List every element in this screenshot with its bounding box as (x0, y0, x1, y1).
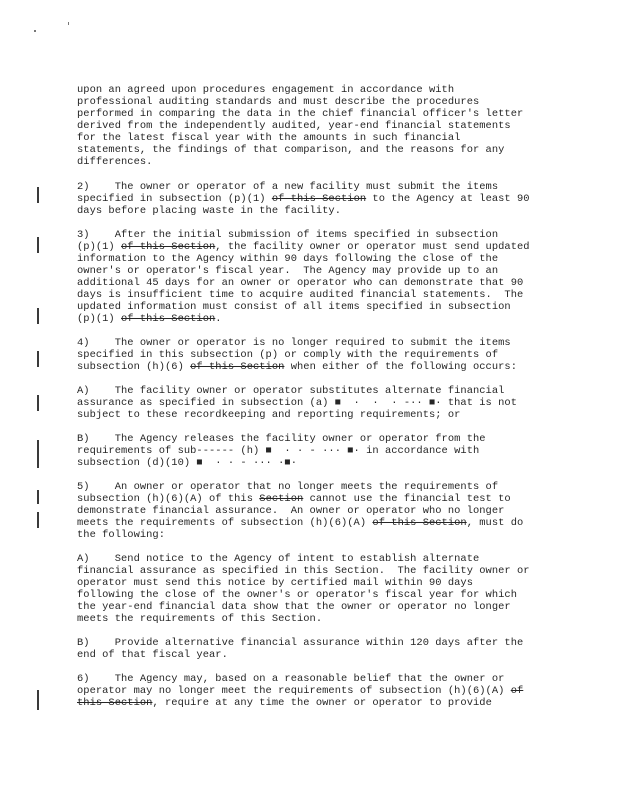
line-text: 5) An owner or operator that no longer meets the requirements of (77, 481, 499, 493)
line-text: for the latest fiscal year with the amounts in such financial (77, 132, 461, 144)
line-text: performed in comparing the data in the chief financial officer's letter (77, 108, 524, 120)
revision-bar (37, 440, 39, 468)
document-line (77, 361, 517, 373)
document-line (77, 337, 511, 349)
line-text: , the facility owner or operator must send updated (215, 241, 530, 253)
document-line (77, 193, 530, 205)
document-line (77, 577, 473, 589)
line-text: additional 45 days for an owner or operator who can demonstrate that 90 (77, 277, 524, 289)
line-text: meets the requirements of subsection (h)(6)(A) (77, 517, 373, 529)
struck-text: of this Section (190, 361, 285, 373)
document-line (77, 637, 523, 649)
document-line (77, 505, 504, 517)
revision-bar (37, 237, 39, 253)
line-text: (p)(1) (77, 313, 121, 325)
line-text: the year-end financial data show that the owner or operator no longer (77, 601, 511, 613)
line-text: updated information must consist of all items specified in subsection (77, 301, 511, 313)
line-text: A) The facility owner or operator substitutes alternate financial (77, 385, 505, 397)
document-line (77, 349, 498, 361)
line-text: statements, the findings of that comparison, and the reasons for any (77, 144, 505, 156)
line-text: subsection (h)(6) (77, 361, 191, 373)
document-line (77, 517, 523, 529)
line-text: subsection (h)(6)(A) of this (77, 493, 260, 505)
line-text: professional auditing standards and must describe the procedures (77, 96, 480, 108)
document-line (77, 685, 523, 697)
line-text: operator must send this notice by certified mail within 90 days (77, 577, 473, 589)
document-line (77, 108, 523, 120)
line-text: days is insufficient time to acquire audited financial statements. The (77, 289, 524, 301)
revision-bar (37, 187, 39, 203)
line-text: days before placing waste in the facility. (77, 205, 341, 217)
line-text: , require at any time the owner or operator to provide (152, 697, 492, 709)
document-line (77, 144, 504, 156)
document-line (77, 132, 460, 144)
struck-text: of this Section (121, 313, 216, 325)
line-text: information to the Agency within 90 days following the close of the (77, 253, 499, 265)
document-line (77, 697, 492, 709)
document-line (77, 589, 517, 601)
line-text: to the Agency at least 90 (366, 193, 530, 205)
document-line (77, 613, 322, 625)
struck-text: of this Section (372, 517, 467, 529)
document-line (77, 649, 228, 661)
line-text: end of that fiscal year. (77, 649, 228, 661)
struck-text: of this Section (121, 241, 216, 253)
document-line (77, 673, 504, 685)
revision-bar (37, 308, 39, 324)
revision-bar (37, 490, 39, 504)
line-text: meets the requirements of this Section. (77, 613, 323, 625)
line-text: demonstrate financial assurance. An owner or operator who no longer (77, 505, 505, 517)
line-text: assurance as specified in subsection (a) ■ · · · -·· ■· that is not (77, 397, 517, 409)
line-text: subject to these recordkeeping and reporting requirements; or (77, 409, 461, 421)
document-line (77, 529, 165, 541)
line-text: when either of the following occurs: (284, 361, 517, 373)
document-line (77, 409, 460, 421)
line-text: . (215, 313, 222, 325)
document-line (77, 301, 511, 313)
line-text: 4) The owner or operator is no longer required to submit the items (77, 337, 511, 349)
line-text: 3) After the initial submission of items specified in subsection (77, 229, 499, 241)
document-line (77, 601, 511, 613)
struck-text: of (510, 685, 524, 697)
struck-text: Section (259, 493, 304, 505)
document-line (77, 241, 530, 253)
line-text: owner's or operator's fiscal year. The Agency may provide up to an (77, 265, 499, 277)
line-text: derived from the independently audited, year-end financial statements (77, 120, 511, 132)
document-line (77, 565, 530, 577)
line-text: 2) The owner or operator of a new facility must submit the items (77, 181, 499, 193)
line-text: financial assurance as specified in this Section. The facility owner or (77, 565, 530, 577)
revision-bar (37, 690, 39, 710)
line-text: cannot use the financial test to (303, 493, 511, 505)
document-line (77, 253, 498, 265)
document-line (77, 553, 479, 565)
scan-speck (68, 22, 69, 25)
line-text: operator may no longer meet the requirements of subsection (h)(6)(A) (77, 685, 511, 697)
document-line (77, 385, 504, 397)
line-text: requirements of sub------ (h) ■ · · - ··· ■· in accordance with (77, 445, 480, 457)
line-text: 6) The Agency may, based on a reasonable belief that the owner or (77, 673, 505, 685)
struck-text: of this Section (271, 193, 367, 205)
document-line (77, 313, 222, 325)
document-line (77, 457, 297, 469)
document-line (77, 445, 479, 457)
document-line (77, 120, 511, 132)
revision-bar (37, 395, 39, 411)
document-line (77, 397, 517, 409)
scan-speck (34, 30, 36, 32)
document-line (77, 156, 152, 168)
line-text: B) The Agency releases the facility owner or operator from the (77, 433, 486, 445)
line-text: , must do (466, 517, 524, 529)
document-line (77, 181, 498, 193)
document-line (77, 493, 511, 505)
line-text: (p)(1) (77, 241, 121, 253)
document-line (77, 433, 486, 445)
line-text: subsection (d)(10) ■ · · - ··· ·■· (77, 457, 297, 469)
line-text: specified in this subsection (p) or comply with the requirements of (77, 349, 499, 361)
line-text: A) Send notice to the Agency of intent to establish alternate (77, 553, 480, 565)
document-line (77, 84, 454, 96)
document-line (77, 229, 498, 241)
document-line (77, 277, 523, 289)
line-text: upon an agreed upon procedures engagement in accordance with (77, 84, 455, 96)
document-line (77, 289, 523, 301)
line-text: specified in subsection (p)(1) (77, 193, 272, 205)
document-line (77, 205, 341, 217)
document-line (77, 481, 498, 493)
struck-text: this Section (77, 697, 153, 709)
line-text: the following: (77, 529, 165, 541)
line-text: following the close of the owner's or operator's fiscal year for which (77, 589, 517, 601)
document-line (77, 265, 498, 277)
document-line (77, 96, 479, 108)
line-text: differences. (77, 156, 153, 168)
line-text: B) Provide alternative financial assurance within 120 days after the (77, 637, 524, 649)
revision-bar (37, 512, 39, 528)
revision-bar (37, 351, 39, 367)
